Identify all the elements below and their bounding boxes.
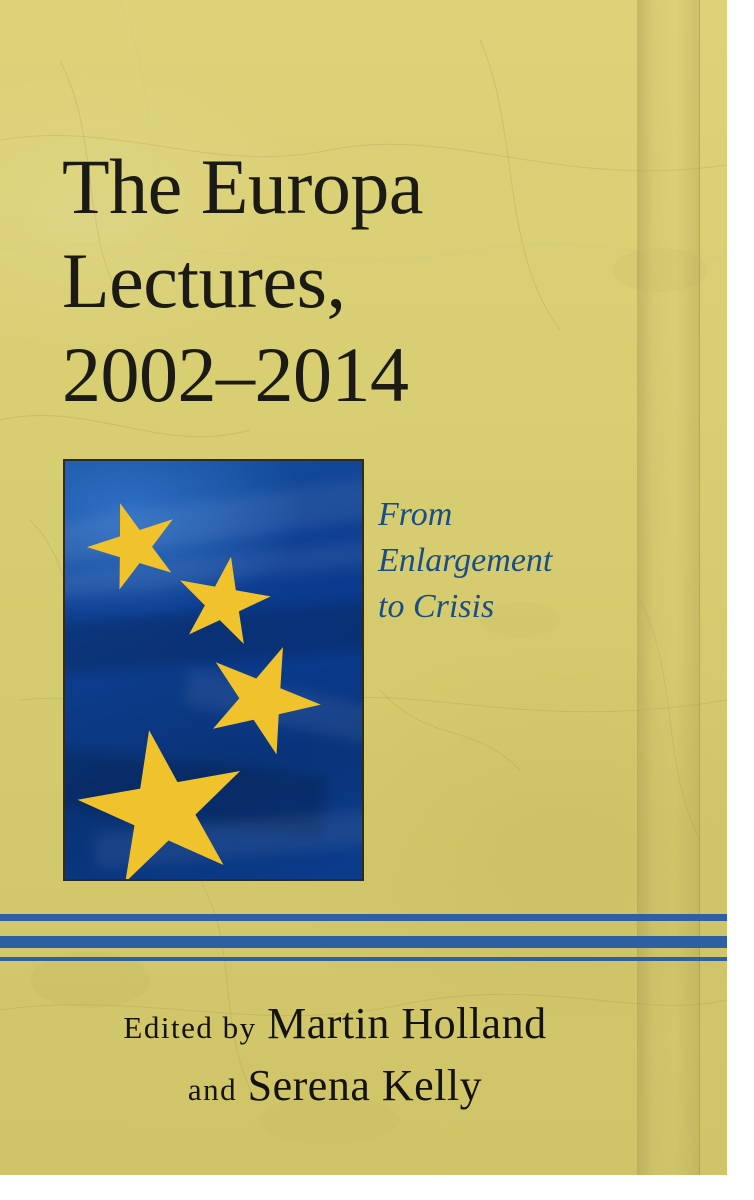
subtitle-line-1: From xyxy=(378,496,453,533)
accent-rule-bottom xyxy=(0,957,727,961)
title-line-2: Lectures, xyxy=(62,237,346,324)
and-label: and xyxy=(187,1072,238,1107)
editor-credit-line-2 xyxy=(0,1057,670,1119)
book-subtitle xyxy=(378,492,678,630)
accent-rule-top xyxy=(0,914,727,921)
accent-rule-middle xyxy=(0,936,727,948)
edited-by-label: Edited by xyxy=(123,1010,257,1045)
subtitle-line-3: to Crisis xyxy=(378,588,495,625)
title-line-3: 2002–2014 xyxy=(62,331,409,418)
book-title xyxy=(62,140,622,422)
subtitle-line-2: Enlargement xyxy=(378,542,553,579)
european-union-flag-photo xyxy=(63,459,364,881)
title-line-1: The Europa xyxy=(62,143,424,230)
editor-name-one: Martin Holland xyxy=(267,999,547,1048)
editor-name-two: Serena Kelly xyxy=(247,1061,483,1110)
spine-edge-right xyxy=(699,0,700,1175)
editor-credits xyxy=(0,995,670,1119)
editor-credit-line-1 xyxy=(0,995,670,1057)
